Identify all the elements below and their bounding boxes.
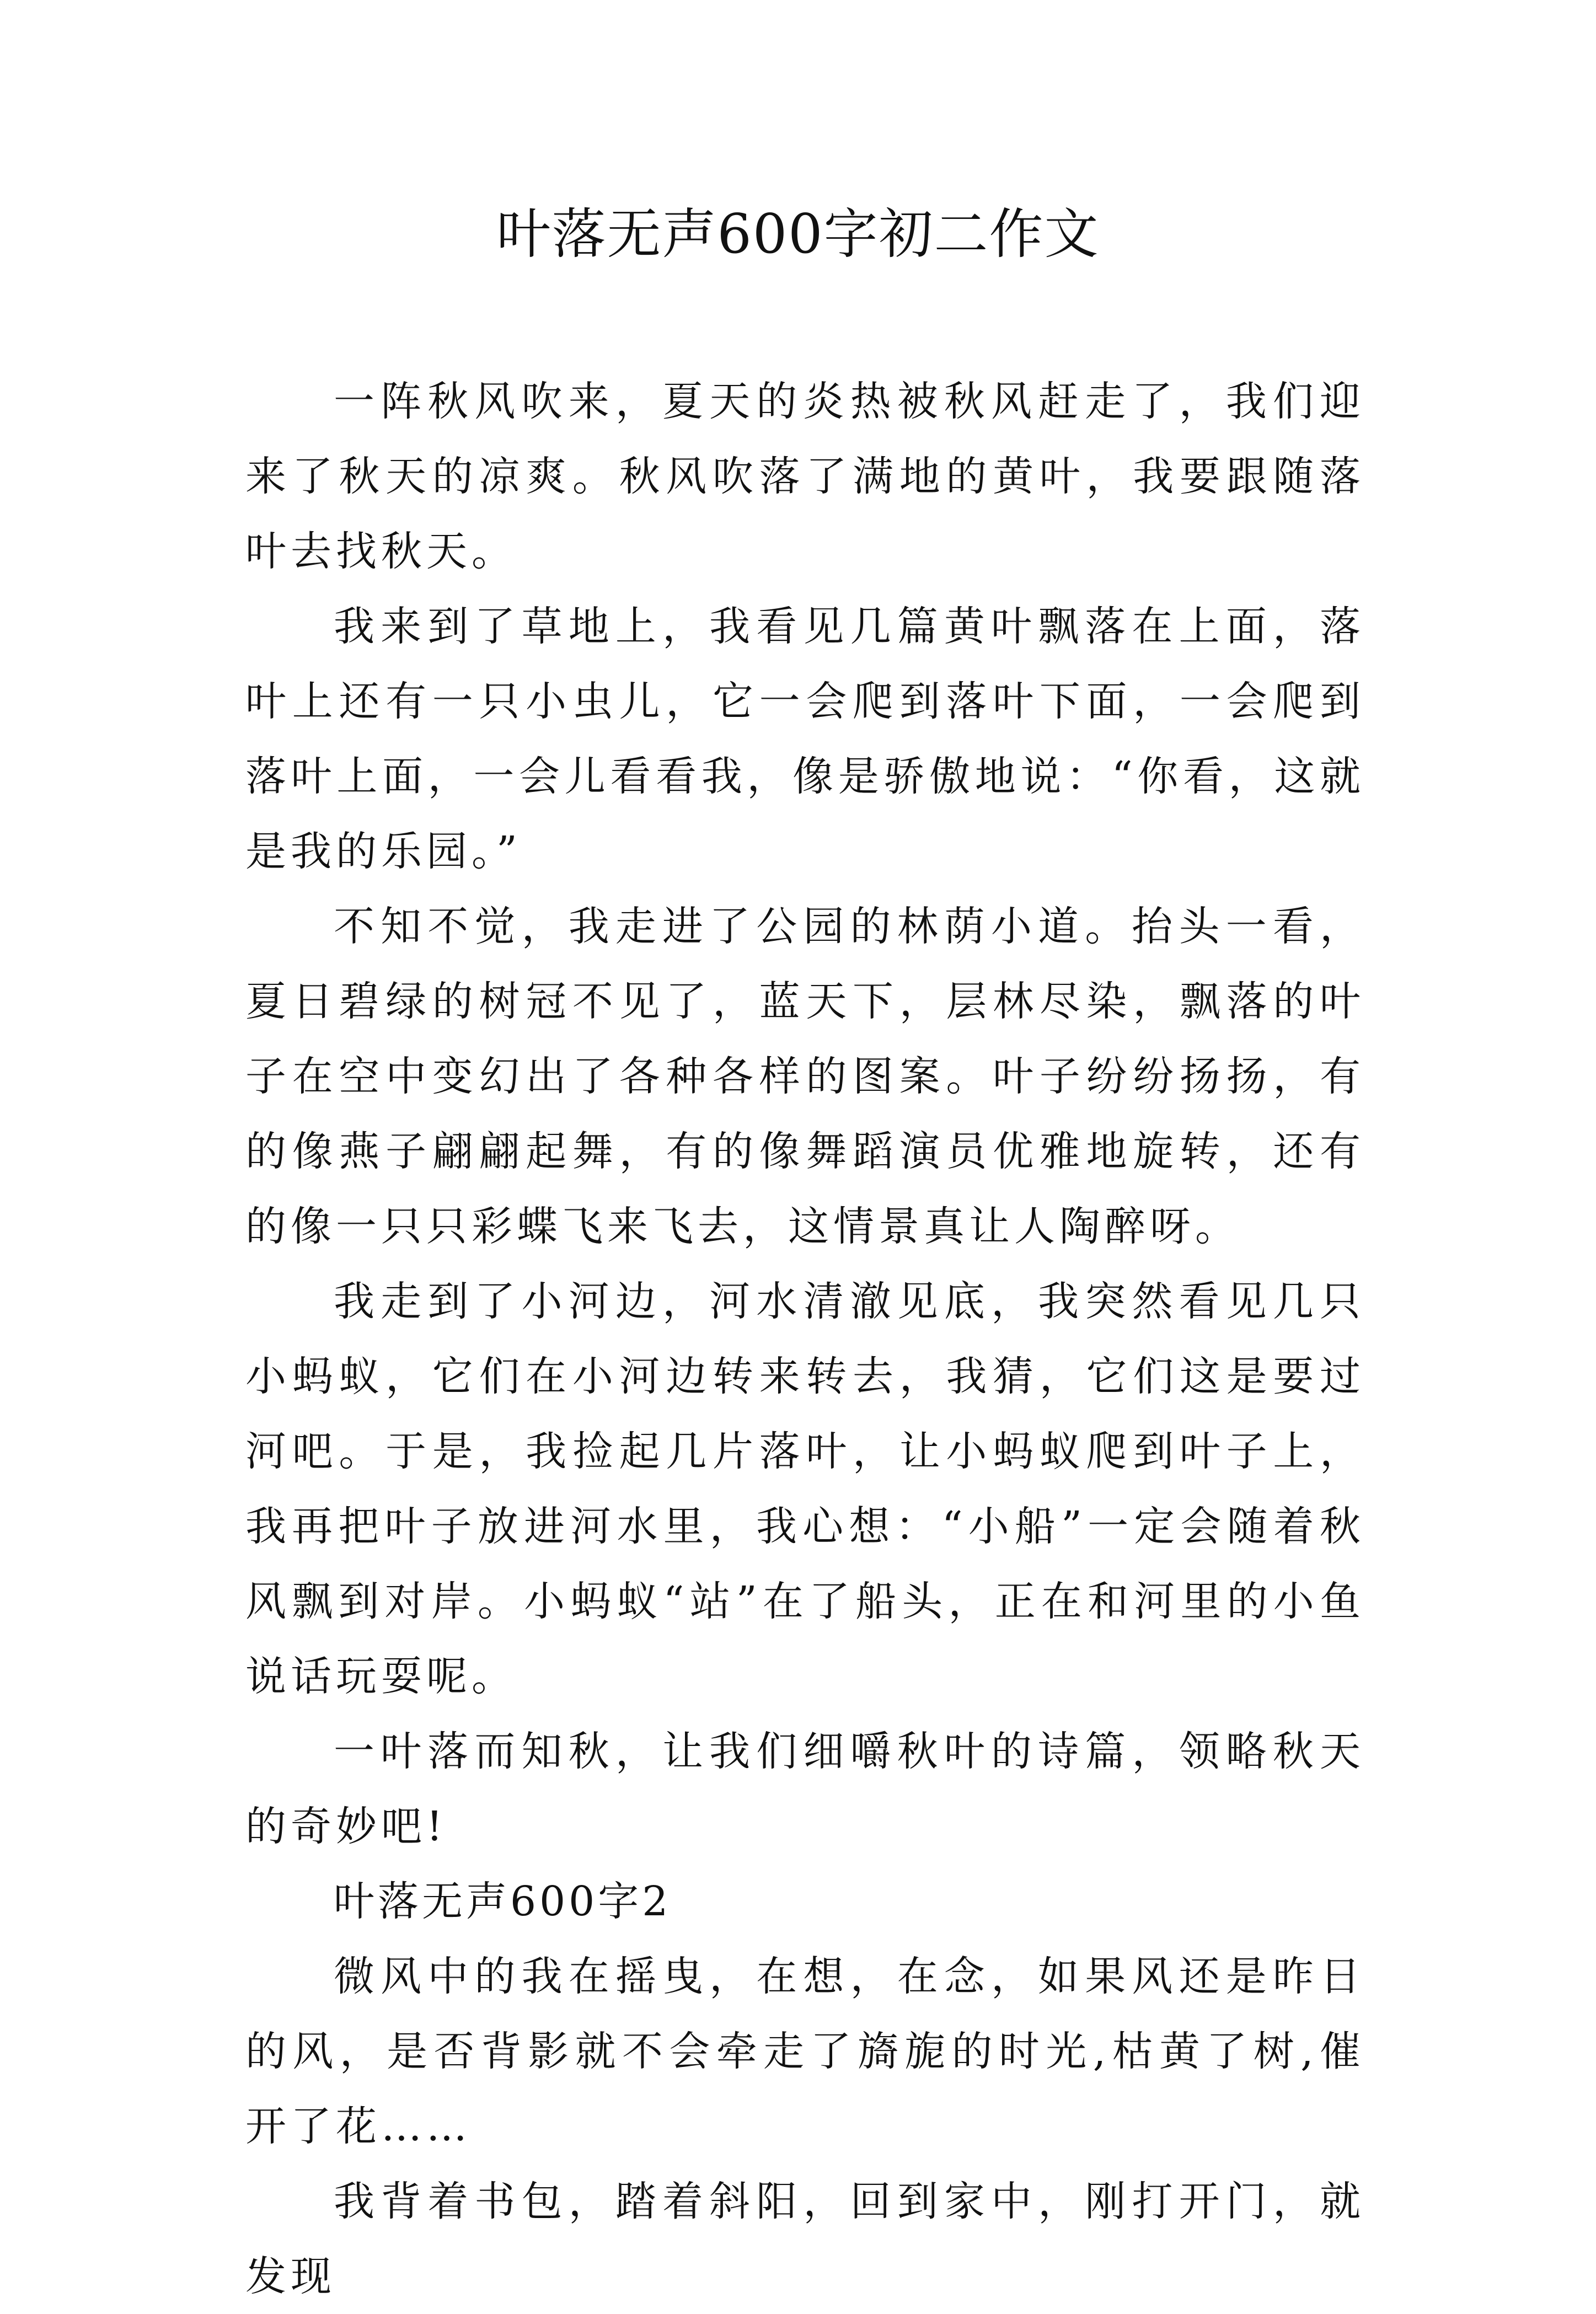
paragraph: 我背着书包，踏着斜阳，回到家中，刚打开门，就发现 bbox=[245, 2178, 1365, 2300]
document-body bbox=[245, 364, 1365, 2314]
document-title: 叶落无声600字初二作文 bbox=[496, 203, 1100, 266]
paragraph: 我走到了小河边，河水清澈见底，我突然看见几只小蚂蚁，它们在小河边转来转去，我猜，它们这是要过河吧。于是，我捡起几片落叶，让小蚂蚁爬到叶子上，我再把叶子放进河水里，我心想：“小船”一定会随着秋风飘到对岸。小蚂蚁“站”在了船头，正在和河里的小鱼说话玩耍呢。 bbox=[245, 1278, 1365, 1700]
paragraph: 我来到了草地上，我看见几篇黄叶飘落在上面，落叶上还有一只小虫儿，它一会爬到落叶下面，一会爬到落叶上面，一会儿看看我，像是骄傲地说：“你看，这就是我的乐园。” bbox=[245, 603, 1365, 875]
section-subheading: 叶落无声600字2 bbox=[334, 1878, 672, 1925]
paragraph: 一叶落而知秋，让我们细嚼秋叶的诗篇，领略秋天的奇妙吧! bbox=[245, 1728, 1365, 1850]
paragraph: 微风中的我在摇曳，在想，在念，如果风还是昨日的风，是否背影就不会牵走了旖旎的时光,枯黄了树,催开了花…… bbox=[245, 1953, 1365, 2150]
paragraph: 一阵秋风吹来，夏天的炎热被秋风赶走了，我们迎来了秋天的凉爽。秋风吹落了满地的黄叶，我要跟随落叶去找秋天。 bbox=[245, 378, 1365, 575]
paragraph: 不知不觉，我走进了公园的林荫小道。抬头一看，夏日碧绿的树冠不见了，蓝天下，层林尽染，飘落的叶子在空中变幻出了各种各样的图案。叶子纷纷扬扬，有的像燕子翩翩起舞，有的像舞蹈演员优雅地旋转，还有的像一只只彩蝶飞来飞去，这情景真让人陶醉呀。 bbox=[245, 903, 1365, 1250]
